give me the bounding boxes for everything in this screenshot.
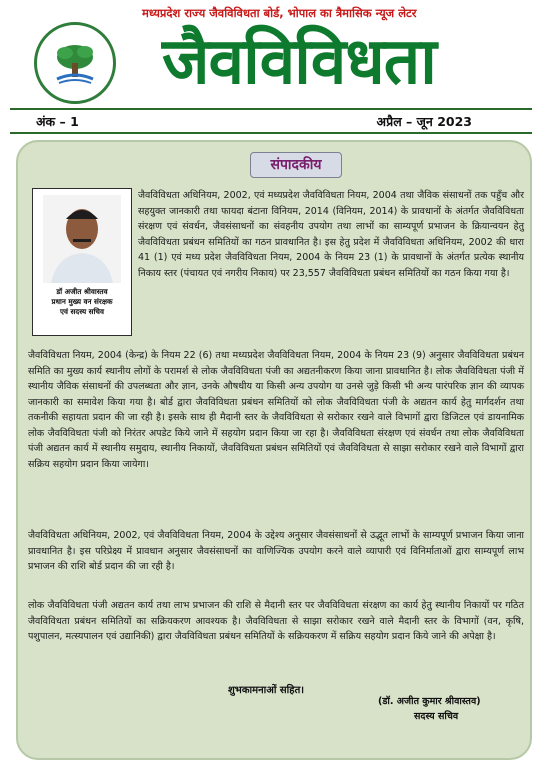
newsletter-title: जैवविविधता bbox=[162, 25, 436, 99]
signature-block bbox=[378, 694, 538, 724]
author-photo-box bbox=[32, 188, 132, 336]
editorial-paragraph-4: लोक जैवविविधता पंजी अद्यतन कार्य तथा लाभ प्रभाजन की राशि से मैदानी स्तर पर जैवविविधता संरक्षण का कार्य हेतु स्थानीय निकायों पर गठित जैवविविधता प्रबंधन समितियों का सक्रियकरण आवश्यक है। जैवविविधता से साझा सरोकार रखने वाले मैदानी स्तर के विभागों (वन, कृषि, पशुपालन, मत्स्यपालन एवं उद्यानिकी) द्वारा जैवविविधता प्रबंधन समितियों के सक्रियकरण में सक्रिय सहयोग प्रदान किये जाने की अपेक्षा है। bbox=[28, 600, 524, 642]
editorial-panel bbox=[16, 140, 532, 760]
photo-caption-name: डॉ अजीत श्रीवास्तव bbox=[56, 287, 108, 296]
section-title: संपादकीय bbox=[250, 152, 342, 178]
issue-date: अप्रैल – जून 2023 bbox=[376, 114, 472, 129]
newsletter-subtitle: मध्यप्रदेश राज्य जैवविविधता बोर्ड, भोपाल का त्रैमासिक न्यूज लेटर bbox=[142, 6, 417, 20]
editorial-paragraph-3: जैवविविधता अधिनियम, 2002, एवं जैवविविधता नियम, 2004 के उद्देश्य अनुसार जैवसंसाधनों से उद्भूत लाभों के साम्यपूर्ण प्रभाजन किया जाना प्रावधानित है। इस परिप्रेक्ष्य में प्रावधान अनुसार जैवसंसाधनों का वाणिज्यिक उपयोग करने वाले व्यापारी एवं विनिर्माताओं द्वारा साम्यपूर्ण लाभ प्रभाजन की राशि बोर्ड प्रदान की जा रही है। bbox=[28, 530, 524, 572]
issue-number: अंक – 1 bbox=[36, 114, 79, 129]
author-portrait-icon bbox=[43, 195, 121, 283]
board-logo bbox=[34, 22, 116, 104]
editorial-paragraph-2: जैवविविधता नियम, 2004 (केन्द्र) के नियम 22 (6) तथा मध्यप्रदेश जैवविविधता नियम, 2004 के नियम 23 (9) अनुसार जैवविविधता प्रबंधन समिति का मुख्य कार्य स्थानीय लोगों के परामर्श से लोक जैवविविधता पंजी का अद्यतनीकरण किया जाना प्रावधानित है। लोक जैवविविधता पंजी में स्थानीय जैविक संसाधनों की उपलब्धता और ज्ञान, उनके औषधीय या किसी अन्य उपयोग या उनसे जुड़े किसी भी अन्य पारंपरिक ज्ञान की व्यापक जानकारी का समावेश किया गया है। बोर्ड द्वारा जैवविविधता प्रबंधन समितियों को लोक जैवविविधता पंजी के अद्यतन कार्य हेतु मार्गदर्शन तथा तकनीकी सहायता प्रदान की जा रही है। इसके साथ ही मैदानी स्तर के जैवविविधता से सरोकार रखने वाले विभागों द्वारा डिजिटल एवं डायनामिक लोक जैवविविधता पंजी को निरंतर अपडेट किये जाने में सहयोग प्रदान किया जा रहा है। जैवविविधता संरक्षण एवं संवर्धन तथा लोक जैवविविधता पंजी अद्यतन कार्य में स्थानीय समुदाय, स्थानीय निकायों, जैवविविधता प्रबंधन समितियों एवं जैवविविधता से साझा सरोकार रखने वाले विभागों द्वारा सक्रिय सहयोग प्रदान किया जायेगा। bbox=[28, 350, 524, 470]
signature-name: (डॉ. अजीत कुमार श्रीवास्तव) bbox=[378, 696, 481, 707]
newsletter-header bbox=[0, 0, 542, 108]
photo-caption bbox=[33, 287, 131, 317]
signature-title: सदस्य सचिव bbox=[414, 711, 459, 722]
tree-logo-icon bbox=[37, 25, 113, 101]
issue-bar bbox=[10, 108, 532, 134]
editorial-paragraph-1: जैवविविधता अधिनियम, 2002, एवं मध्यप्रदेश जैवविविधता नियम, 2004 तथा जैविक संसाधनों तक पहुँच और सहयुक्त जानकारी तथा फायदा बंटाना विनियम, 2014 (विनियम, 2014) के प्रावधानों के अंतर्गत जैवविविधता संरक्षण एवं संवर्धन, जैवसंसाधनों का संवहनीय उपयोग तथा लाभों का साम्यपूर्ण प्रभाजन के क्रियान्वयन हेतु जैवविविधता प्रबंधन समितियों का गठन प्रावधानित है। इस हेतु प्रदेश में जैवविविधता अधिनियम, 2002 की धारा 41 (1) एवं मध्य प्रदेश जैवविविधता नियम, 2004 के नियम 23 (1) के प्रावधानों के अंतर्गत प्रत्येक स्थानीय निकाय स्तर (पंचायत एवं नगरीय निकाय) पर 23,557 जैवविविधता प्रबंधन समितियों का गठन किया गया है। bbox=[138, 190, 524, 279]
photo-caption-line2: एवं सदस्य सचिव bbox=[60, 307, 104, 316]
photo-caption-line1: प्रधान मुख्य वन संरक्षक bbox=[51, 297, 113, 306]
closing-greeting: शुभकामनाओं सहित। bbox=[228, 685, 305, 696]
